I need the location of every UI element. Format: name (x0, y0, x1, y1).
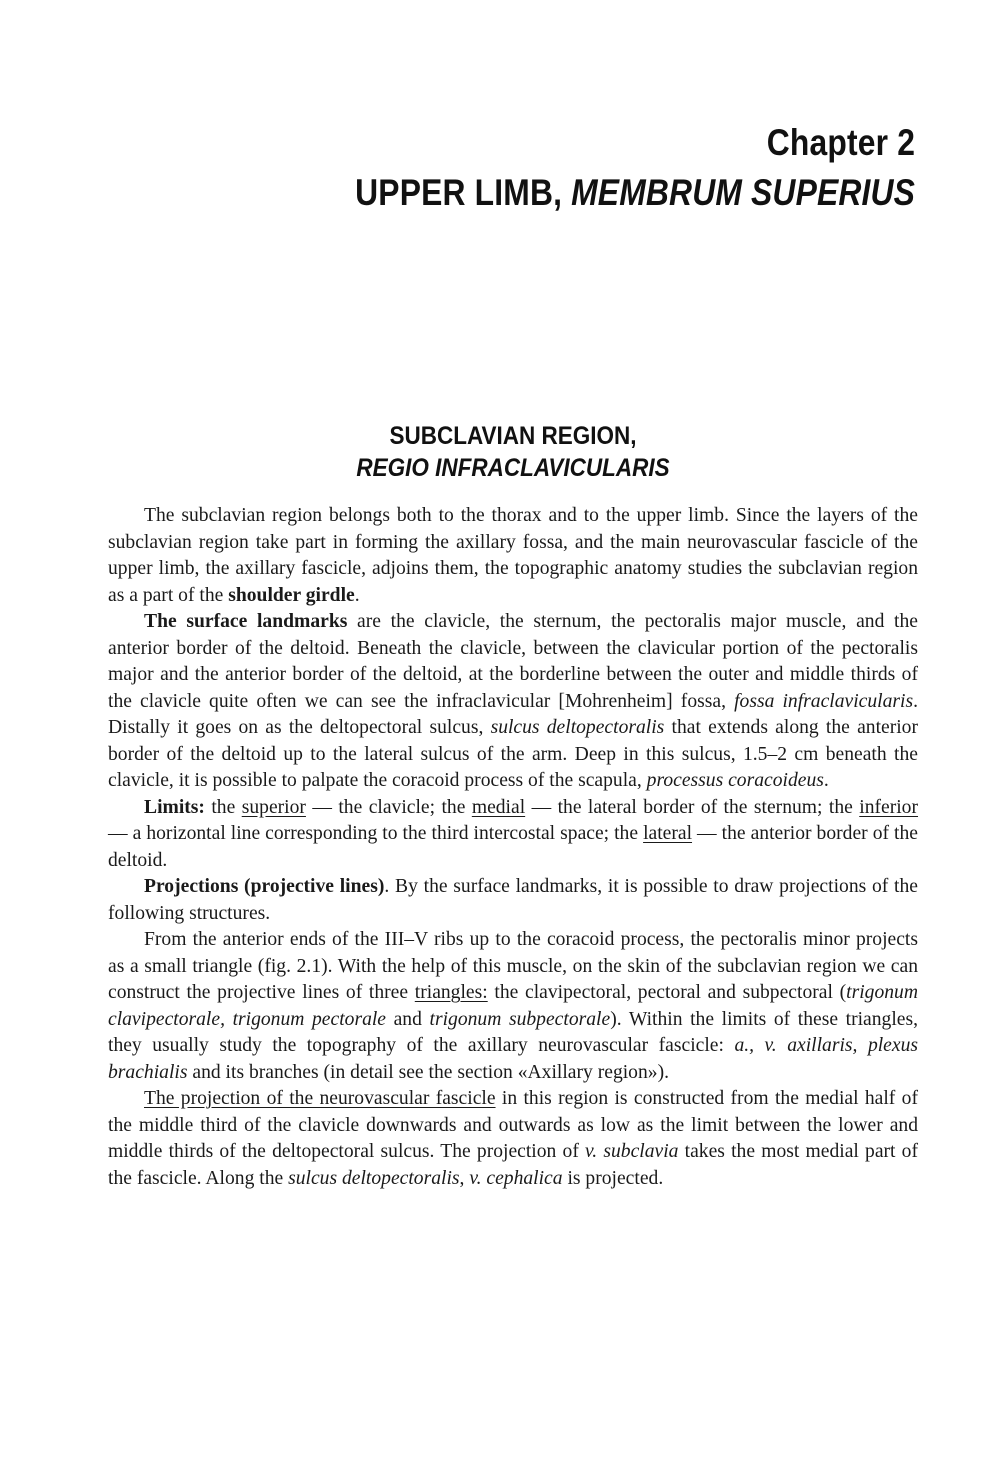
section-title: SUBCLAVIAN REGION, (389, 422, 637, 450)
text-run: triangles: (414, 982, 488, 1003)
text-run: and (386, 1008, 430, 1030)
text-run: sulcus deltopectoralis (490, 717, 665, 738)
text-run: the (204, 796, 242, 818)
text-run: in this region is constructed from the medial half of the middle third of the clavicle downwards and outwards as low as the limit between the lower and middle thirds of the deltopectoral sulcus. The projection of (108, 1088, 918, 1162)
chapter-title-plain: UPPER LIMB, (355, 172, 572, 213)
text-run: sulcus deltopectoralis (288, 1167, 460, 1189)
section-title-latin: REGIO INFRACLAVICULARIS (356, 454, 670, 482)
text-run: From the anterior ends of the III–V ribs up to the coracoid process, the pectoralis minor projects as a small triangle (fig. 2.1). With the help of this muscle, on the skin of the subclavian region we can construct the projective lines of three (108, 929, 918, 1003)
text-run: v. cephalica (469, 1167, 563, 1189)
chapter-number: Chapter 2 (766, 122, 915, 163)
text-run: takes the most medial part of the fascicle. Along the (108, 1141, 919, 1189)
text-run: . (823, 770, 829, 791)
text-run: is projected. (562, 1167, 664, 1189)
text-run: a., v. axillaris, plexus brachialis (108, 1035, 919, 1083)
text-run: shoulder girdle (228, 584, 355, 606)
section-heading (108, 420, 918, 484)
chapter-title (355, 168, 915, 218)
text-run: . By the surface landmarks, it is possible to draw projections of the following structures. (108, 876, 918, 924)
text-run: — the anterior border of the deltoid. (108, 823, 918, 871)
paragraph (108, 874, 918, 927)
paragraph (108, 795, 918, 875)
text-run: fossa infraclavicularis (734, 690, 914, 712)
text-run: . Distally it goes on as the deltopectoral sulcus, (108, 690, 918, 738)
paragraph (108, 609, 918, 795)
paragraph (108, 927, 918, 1086)
text-run: and its branches (in detail see the section «Axillary region»). (187, 1061, 669, 1083)
text-run: , (459, 1167, 470, 1189)
text-run: superior (241, 796, 306, 818)
text-run: The surface landmarks (144, 611, 348, 632)
paragraph (108, 1086, 918, 1192)
text-run: v. subclavia (585, 1141, 679, 1162)
chapter-heading (264, 118, 915, 218)
text-run: — a horizontal line corresponding to the third intercostal space; the (108, 823, 644, 844)
text-run: are the clavicle, the sternum, the pectoralis major muscle, and the anterior border of the deltoid. Beneath the clavicle, between the clavicular portion of the pectoralis major and the anterior border of the deltoid, at the borderline between the outer and middle thirds of the clavicle quite often we can see the infraclavicular [Mohrenheim] fossa, (108, 611, 918, 712)
text-run: lateral (643, 823, 693, 844)
text-run: . (354, 584, 360, 606)
text-run: — the clavicle; the (305, 796, 472, 818)
text-run: the clavipectoral, pectoral and subpectoral ( (487, 982, 847, 1003)
text-run: trigonum subpectorale (429, 1008, 611, 1030)
text-run: Limits: (144, 796, 205, 818)
text-run: Projections (projective lines) (144, 876, 385, 897)
text-run: processus coracoideus (646, 770, 824, 791)
text-run: — the lateral border of the sternum; the (525, 796, 860, 818)
text-run: The projection of the neurovascular fascicle (144, 1088, 496, 1109)
text-run: inferior (859, 796, 919, 818)
body-text (108, 503, 918, 1192)
text-run: The subclavian region belongs both to the thorax and to the upper limb. Since the layers of the subclavian region take part in forming the axillary fossa, and the main neurovascular fascicle of the upper limb, the axillary fascicle, adjoins them, the topographic anatomy studies the subclavian region as a part of the (108, 505, 918, 606)
text-run: medial (471, 796, 526, 818)
text-run: that extends along the anterior border of the deltoid up to the lateral sulcus of the arm. Deep in this sulcus, 1.5–2 cm beneath the clavicle, it is possible to palpate the coracoid process of the scapula, (108, 717, 918, 791)
paragraph (108, 503, 918, 609)
text-run: ). Within the limits of these triangles, they usually study the topography of the axillary neurovascular fascicle: (108, 1008, 919, 1056)
text-run: trigonum clavipectorale, trigonum pectorale (108, 982, 918, 1030)
chapter-title-latin: MEMBRUM SUPERIUS (571, 172, 915, 213)
